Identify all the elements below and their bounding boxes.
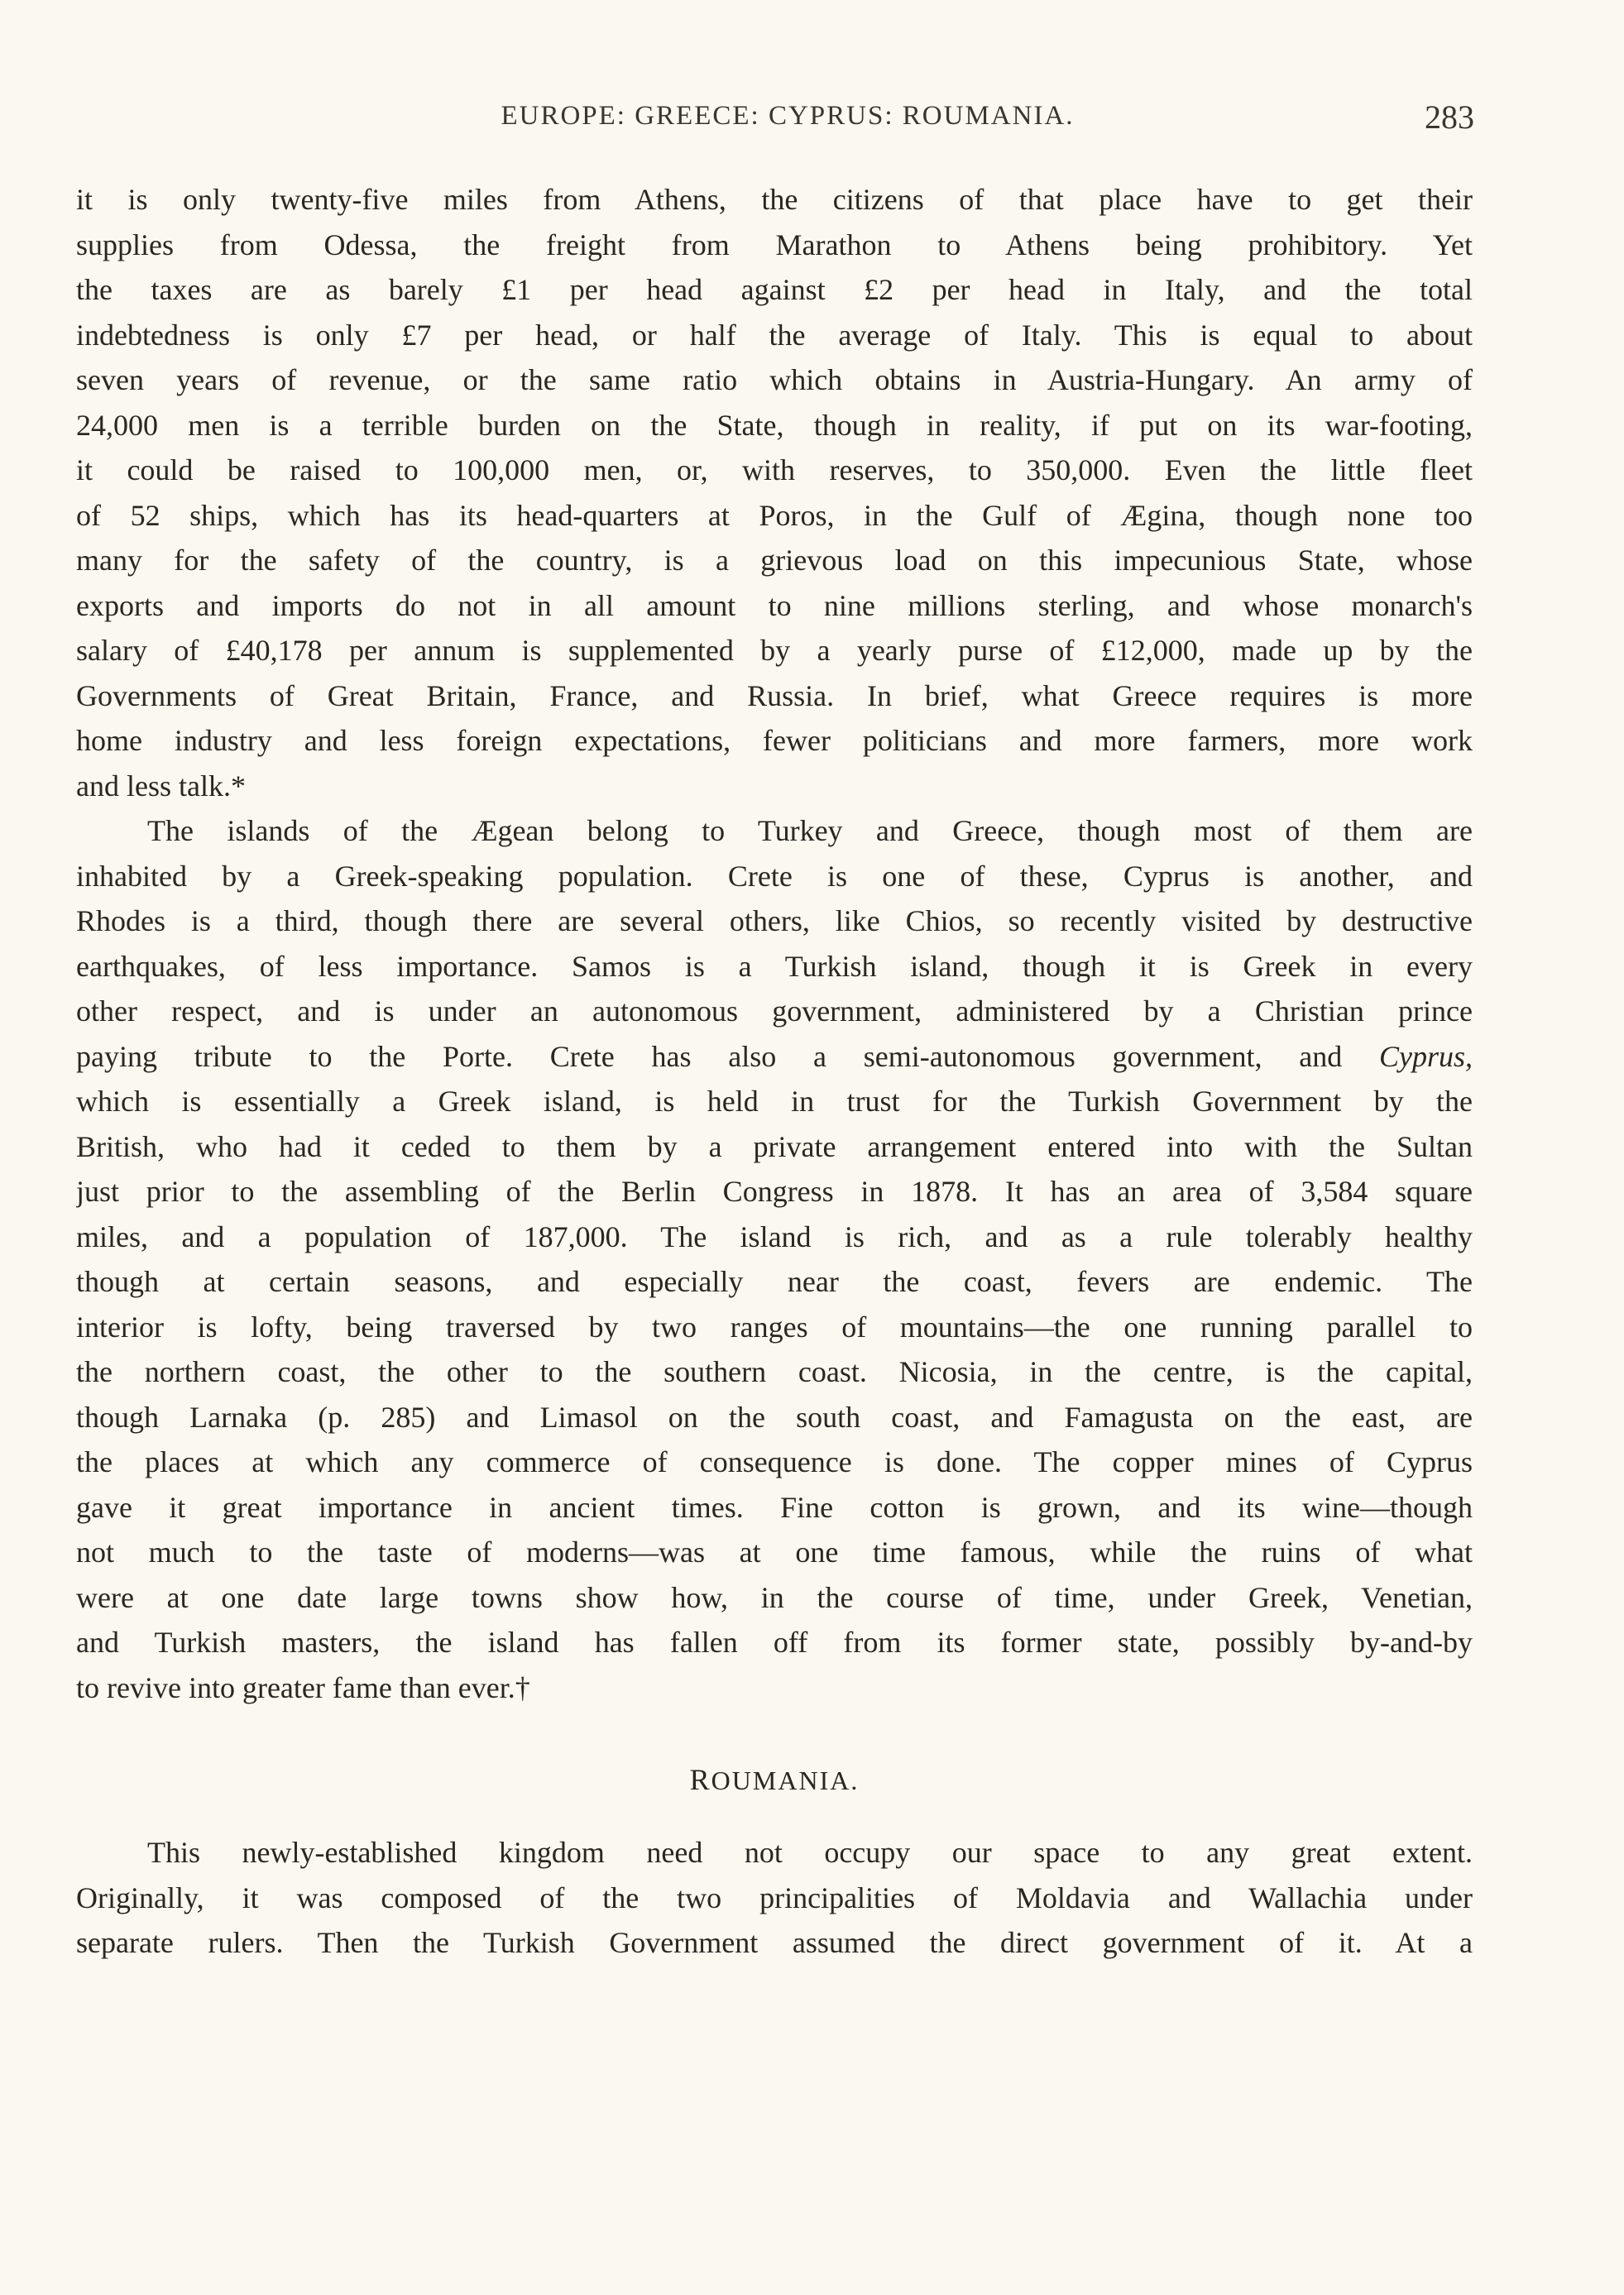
text-line: This newly-established kingdom need not occupy our space to any great extent.: [147, 1836, 1473, 1869]
text-line: to revive into greater fame than ever.†: [76, 1670, 530, 1704]
body-text: [76, 177, 1473, 1710]
text-line: were at one date large towns show how, in the course of time, under Greek, Venetian,: [76, 1580, 1473, 1614]
text-line: inhabited by a Greek-speaking population. Crete is one of these, Cyprus is another, and: [76, 859, 1473, 893]
text-line: gave it great importance in ancient times. Fine cotton is grown, and its wine—though: [76, 1490, 1473, 1524]
text-line: just prior to the assembling of the Berlin Congress in 1878. It has an area of 3,584 square: [76, 1175, 1473, 1208]
text-line: indebtedness is only £7 per head, or half the average of Italy. This is equal to about: [76, 318, 1473, 352]
text-line: interior is lofty, being traversed by two ranges of mountains—the one running parallel to: [76, 1310, 1473, 1344]
text-line: which is essentially a Greek island, is held in trust for the Turkish Government by the: [76, 1085, 1473, 1118]
text-line-with-italic: [76, 1034, 1473, 1080]
text-line: though Larnaka (p. 285) and Limasol on the south coast, and Famagusta on the east, are: [76, 1400, 1473, 1434]
text-line: Governments of Great Britain, France, and Russia. In brief, what Greece requires is more: [76, 678, 1473, 712]
heading-initial: R: [689, 1763, 711, 1796]
section-heading: [76, 1762, 1473, 1797]
text-line: it is only twenty-five miles from Athens, the citizens of that place have to get their: [76, 183, 1473, 216]
running-head: [76, 94, 1474, 144]
text-line: Originally, it was composed of the two principalities of Moldavia and Wallachia under: [76, 1881, 1473, 1914]
text-line: earthquakes, of less importance. Samos is a Turkish island, though it is Greek in every: [76, 949, 1473, 983]
text-line: and Turkish masters, the island has fallen off from its former state, possibly by-and-by: [76, 1626, 1473, 1659]
text-line: Rhodes is a third, though there are several others, like Chios, so recently visited by destructive: [76, 904, 1473, 937]
text-line: other respect, and is under an autonomous government, administered by a Christian prince: [76, 994, 1473, 1028]
text-line: paying tribute to the Porte. Crete has also a semi-autonomous government, and: [76, 1039, 1343, 1073]
text-line: of 52 ships, which has its head-quarters at Poros, in the Gulf of Ægina, though none too: [76, 498, 1473, 532]
heading-rest: OUMANIA.: [711, 1766, 860, 1795]
text-line: it could be raised to 100,000 men, or, with reserves, to 350,000. Even the little fleet: [76, 453, 1473, 486]
text-line: salary of £40,178 per annum is supplemented by a yearly purse of £12,000, made up by the: [76, 634, 1473, 667]
page-number: 283: [1425, 98, 1474, 136]
running-title: EUROPE: GREECE: CYPRUS: ROUMANIA.: [501, 101, 1075, 131]
text-line: though at certain seasons, and especially near the coast, fevers are endemic. The: [76, 1265, 1473, 1298]
text-line: not much to the taste of moderns—was at one time famous, while the ruins of what: [76, 1536, 1473, 1569]
text-line: exports and imports do not in all amount to nine millions sterling, and whose monarch's: [76, 588, 1473, 622]
text-line: and less talk.*: [76, 769, 246, 803]
text-line: the places at which any commerce of consequence is done. The copper mines of Cyprus: [76, 1445, 1473, 1478]
text-line: supplies from Odessa, the freight from Marathon to Athens being prohibitory. Yet: [76, 228, 1473, 261]
text-line: seven years of revenue, or the same ratio which obtains in Austria-Hungary. An army of: [76, 363, 1473, 396]
text-line: British, who had it ceded to them by a private arrangement entered into with the Sultan: [76, 1129, 1473, 1163]
section-text: [76, 1830, 1473, 1966]
text-line: separate rulers. Then the Turkish Government assumed the direct government of it. At a: [76, 1926, 1473, 1959]
text-line: miles, and a population of 187,000. The island is rich, and as a rule tolerably healthy: [76, 1219, 1473, 1253]
text-line: 24,000 men is a terrible burden on the State, though in reality, if put on its war-footing,: [76, 408, 1473, 442]
text-line: home industry and less foreign expectations, fewer politicians and more farmers, more work: [76, 724, 1473, 757]
text-line: the taxes are as barely £1 per head against £2 per head in Italy, and the total: [76, 273, 1473, 306]
text-line: many for the safety of the country, is a grievous load on this impecunious State, whose: [76, 544, 1473, 577]
text-line: the northern coast, the other to the southern coast. Nicosia, in the centre, is the capital,: [76, 1355, 1473, 1388]
cyprus-italic: Cyprus,: [1379, 1039, 1473, 1073]
text-line: The islands of the Ægean belong to Turkey and Greece, though most of them are: [147, 814, 1473, 847]
